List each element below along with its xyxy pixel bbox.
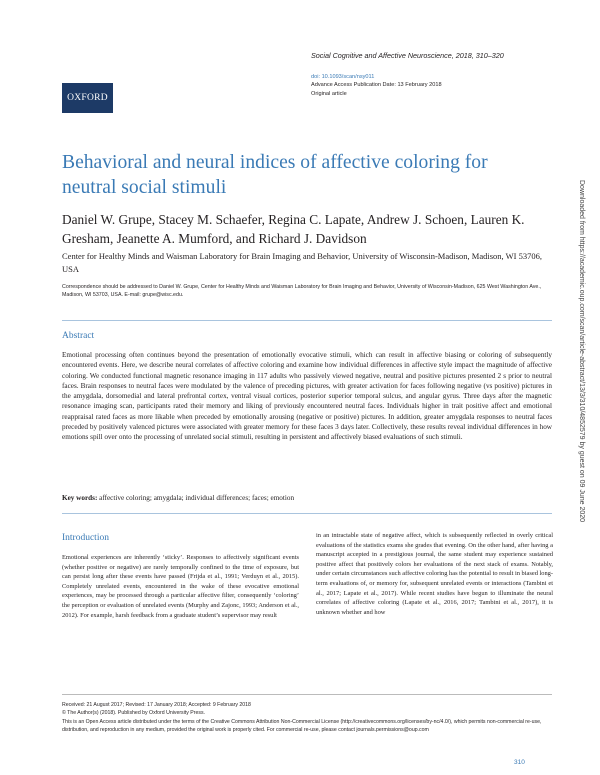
intro-left-column [62,553,299,620]
license-text: This is an Open Access article distributed under the terms of the Creative Commons Attribution Non-Commercial License (http://creativecommons.org/licenses/by-nc/4.0/), which permits non-commercial re-use, distribution, and reproduction in any medium, provided the original work is properly cited. For commercial re-use, please contact journals.permissions@oup.com [62,718,542,733]
intro-paragraph: Emotional experiences are inherently ‘sticky’. Responses to affectively significant events (whether positive or negative) are rarely temporally confined to the time of exposure, but can persist long after these events have passed (Frijda et al., 1991; Verduyn et al., 2015). Completely unrelated events, encountered in the wake of these evocative emotional experiences, may be processed through a particular affective filter, consequently ‘coloring’ the perception or evaluation of unrelated events (Murphy and Zajonc, 1993; Anderson et al., 2012). For example, harsh feedback from a graduate student’s supervisor may result [62,554,299,619]
journal-citation [311,51,551,60]
intro-paragraph-cont: in an intractable state of negative affect, which is subsequently reflected in overly critical evaluations of the statistics exams she grades that evening. On the other hand, after having a manuscript accepted in a prestigious journal, the same student may experience sustained positive affect that positively colors her evaluations of the next stack of exams. Notably, under certain circumstances such affective coloring has the potential to result in biased long-term evaluations of, or memory for, subsequent unrelated events or interactions (Tambini et al., 2017; Lapate et al., 2017). While recent studies have begun to illuminate the neural correlates of affective coloring (Lapate et al., 2016, 2017; Tambini et al., 2017), it is unknown whether and how [316,532,553,616]
author-list: Daniel W. Grupe, Stacey M. Schaefer, Regina C. Lapate, Andrew J. Schoen, Lauren K. Gresham, Jeanette A. Mumford, and Richard J. Davidson [62,212,525,246]
article-meta [311,73,442,98]
doi-link[interactable]: doi: 10.1093/scan/nsy011 [311,74,375,80]
keywords-label: Key words: [62,494,98,502]
intro-right-column [316,531,553,617]
footer-divider [62,694,552,695]
copyright: © The Author(s) (2018). Published by Oxford University Press. [62,710,205,717]
page-number: 310 [514,759,525,766]
advance-access-date: Advance Access Publication Date: 13 February 2018 [311,82,442,89]
keywords [62,494,552,502]
abstract-text: Emotional processing often continues beyond the presentation of emotionally evocative stimuli, which can result in affective biasing or coloring of subsequently encountered events. Here, we describe neural correlates of affective coloring and examine how individual differences in affective style impact the magnitude of affective coloring. We conducted functional magnetic resonance imaging in 117 adults who passively viewed negative, neutral and positive pictures presented 2 s prior to neutral faces. Brain responses to neutral faces were modulated by the valence of preceding pictures, with greater activation for faces following negative (vs positive) pictures in the amygdala, dorsomedial and lateral prefrontal cortex, ventral visual cortices, posterior superior temporal sulcus, and angular gyrus. Three days after the magnetic resonance imaging scan, participants rated their memory and liking of previously encountered neutral faces. Individuals higher in trait positive affect and emotional reappraisal rated faces as more likable when preceded by emotionally arousing (negative or positive) pictures. In addition, greater amygdala responses to neutral faces preceded by positively valenced pictures were associated with greater memory for these faces 3 days later. Collectively, these results reveal individual differences in how emotions spill over onto the processing of unrelated social stimuli, resulting in persistent and affectively biased evaluations of such stimuli. [62,351,552,442]
affiliation: Center for Healthy Minds and Waisman Laboratory for Brain Imaging and Behavior, University of Wisconsin-Madison, Madison, WI 53706, USA [62,251,542,274]
divider [62,513,552,514]
keywords-list: affective coloring; amygdala; individual differences; faces; emotion [99,494,295,502]
article-title: Behavioral and neural indices of affective coloring for neutral social stimuli [62,152,488,198]
introduction-heading: Introduction [62,533,109,543]
received-dates: Received: 21 August 2017; Revised: 17 January 2018; Accepted: 9 February 2018 [62,702,251,708]
article-type: Original article [311,90,347,97]
footer-notes [62,701,552,734]
download-notice-text: Downloaded from https://academic.oup.com/scan/article-abstract/13/3/310/4852579 by guest on 09 June 2020 [578,180,585,523]
oxford-logo: OXFORD [62,83,113,113]
download-notice [575,180,585,580]
correspondence-note: Correspondence should be addressed to Daniel W. Grupe, Center for Healthy Minds and Waisman Laboratory for Brain Imaging and Behavior, University of Wisconsin-Madison, 625 West Washington Ave., Madison, WI 53703, USA. E-mail: grupe@wisc.edu. [62,284,542,298]
abstract-heading: Abstract [62,331,95,341]
journal-citation-text: Social Cognitive and Affective Neuroscience, 2018, 310–320 [311,51,504,60]
divider [62,320,552,321]
